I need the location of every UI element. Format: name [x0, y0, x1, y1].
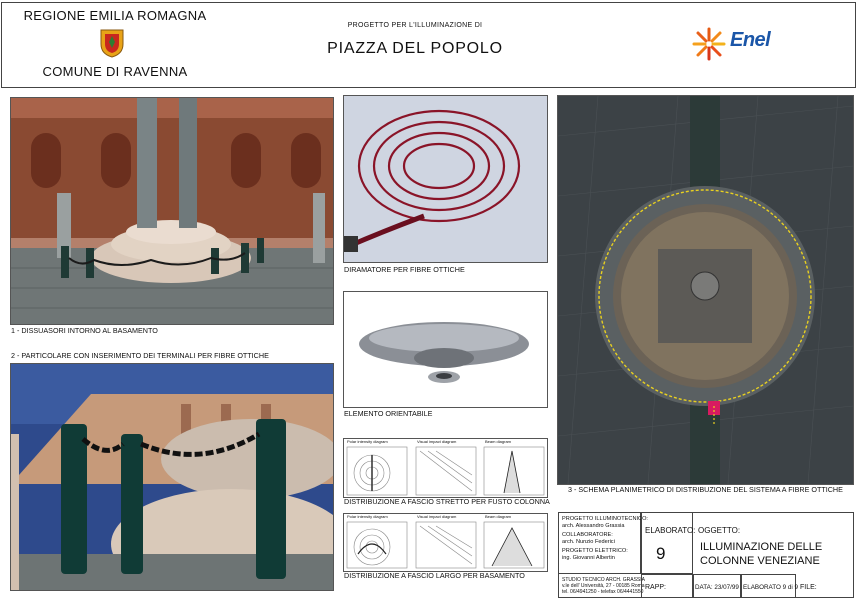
enel-brand: Enel: [730, 29, 771, 51]
tb-elaborato-num: 9: [656, 544, 666, 563]
render-dissuasori: [10, 97, 334, 325]
beam-label-2: Beam diagram: [485, 514, 512, 519]
photo-diramatore: [343, 95, 548, 263]
tb-collab-label: COLLABORATORE:: [562, 532, 613, 538]
tb-tecnico-label: PROGETTO ILLUMINOTECNICO:: [562, 516, 648, 522]
render-terminali: [10, 363, 334, 591]
polar-label-2: Polar intensity diagram: [347, 514, 388, 519]
tb-elaborato-cell: [641, 512, 696, 574]
tb-file: FILE:: [800, 584, 817, 591]
photo-elemento: [343, 291, 548, 408]
tb-oggetto-label: OGGETTO:: [698, 526, 741, 535]
tb-studio-2: v.le dell' Università, 27 - 00185 Roma: [562, 583, 645, 589]
tb-tecnico-name: arch. Alessandro Grassia: [562, 523, 625, 529]
caption-fascio-largo: DISTRIBUZIONE A FASCIO LARGO PER BASAMENTO: [344, 571, 525, 580]
visual-label-1: Visual impact diagram: [417, 439, 457, 444]
diagrams-fascio-largo: [343, 513, 548, 572]
caption-fascio-stretto: DISTRIBUZIONE A FASCIO STRETTO PER FUSTO COLONNA: [344, 497, 550, 506]
render-schema-planimetrico: [557, 95, 854, 485]
tb-elettrico-name: ing. Giovanni Albertin: [562, 555, 615, 561]
enel-logo-icon: [692, 27, 726, 61]
project-label: PROGETTO PER L'ILLUMINAZIONE DI: [347, 22, 483, 29]
polar-label-1: Polar intensity diagram: [347, 439, 388, 444]
project-title: PIAZZA DEL POPOLO: [327, 40, 503, 57]
tb-elaborato-of: ELABORATO 9 di 9: [743, 584, 799, 591]
caption-fig3: 3 - SCHEMA PLANIMETRICO DI DISTRIBUZIONE DEL SISTEMA A FIBRE OTTICHE: [568, 485, 843, 494]
caption-diramatore: DIRAMATORE PER FIBRE OTTICHE: [344, 265, 465, 274]
tb-elaborato-label: ELABORATO:: [645, 526, 696, 535]
tb-oggetto-line1: ILLUMINAZIONE DELLE: [700, 541, 823, 553]
tb-elettrico-label: PROGETTO ELETTRICO:: [562, 548, 628, 554]
tb-studio-1: STUDIO TECNICO ARCH. GRASSIA: [562, 577, 645, 583]
diagrams-fascio-stretto: [343, 438, 548, 498]
crest-icon: [99, 28, 125, 58]
tb-studio-3: tel. 06/4941250 - telefax 06/4441550: [562, 589, 644, 595]
tb-collab-name: arch. Nunzio Federici: [562, 539, 615, 545]
comune-name: COMUNE DI RAVENNA: [42, 64, 188, 79]
caption-fig1: 1 - DISSUASORI INTORNO AL BASAMENTO: [11, 326, 158, 335]
tb-oggetto-line2: COLONNE VENEZIANE: [700, 555, 820, 567]
region-name: REGIONE EMILIA ROMAGNA: [23, 8, 207, 23]
caption-fig2: 2 - PARTICOLARE CON INSERIMENTO DEI TERMINALI PER FIBRE OTTICHE: [11, 351, 269, 360]
tb-data: DATA: 23/07/99: [695, 584, 739, 591]
visual-label-2: Visual impact diagram: [417, 514, 457, 519]
beam-label-1: Beam diagram: [485, 439, 512, 444]
caption-elemento: ELEMENTO ORIENTABILE: [344, 409, 433, 418]
tb-rapp: RAPP:: [645, 584, 667, 591]
